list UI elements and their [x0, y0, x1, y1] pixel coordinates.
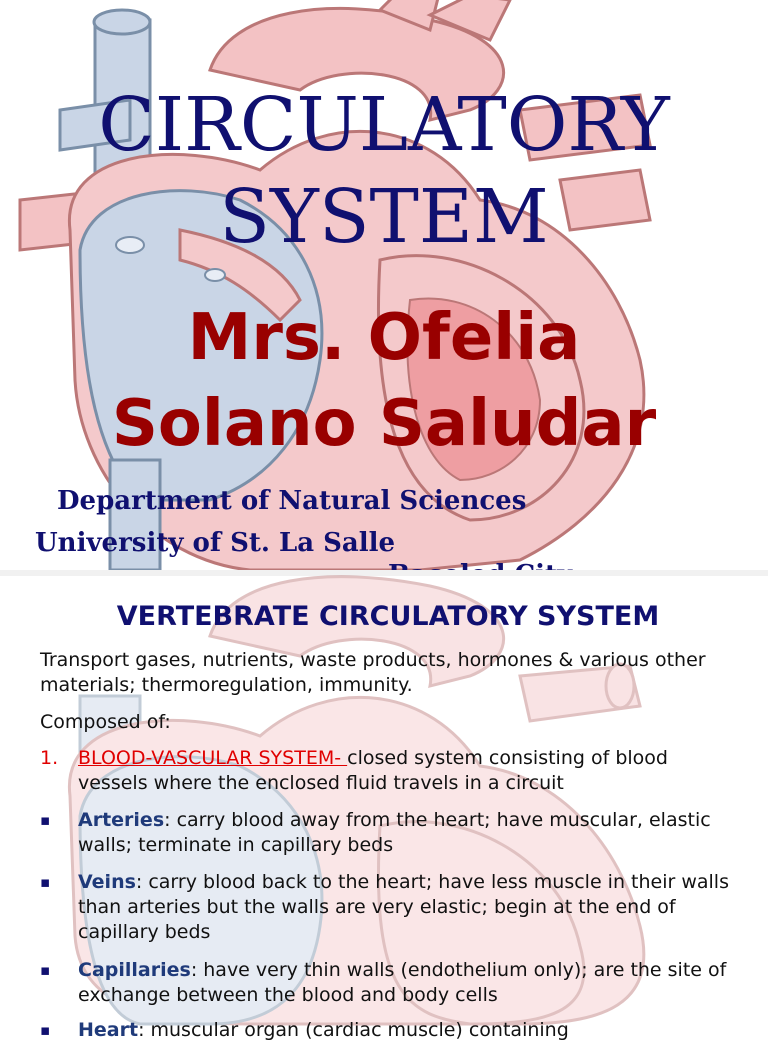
bullet-term: Veins	[78, 871, 136, 893]
item-number: 1.	[40, 747, 59, 769]
university-text: University of St. La Salle	[35, 528, 396, 558]
square-bullet-icon: ▪	[40, 873, 51, 891]
list-item-arteries	[40, 808, 735, 858]
list-item-veins	[40, 870, 735, 945]
author-line-1: Mrs. Ofelia	[187, 301, 581, 375]
bullet-term: Capillaries	[78, 959, 191, 981]
bullet-text: : muscular organ (cardiac muscle) containing	[138, 1019, 569, 1041]
list-item-capillaries	[40, 958, 735, 1008]
bullet-term: Heart	[78, 1019, 139, 1041]
title-line-2: SYSTEM	[219, 174, 549, 260]
bullet-term: Arteries	[78, 809, 165, 831]
title-line-1: CIRCULATORY	[98, 82, 670, 168]
bullet-text: : carry blood back to the heart; have less muscle in their walls than arteries but the walls are very elastic; begin at the end of capillary beds	[78, 871, 729, 943]
item-term: BLOOD-VASCULAR SYSTEM-	[78, 747, 348, 769]
slide-title: VERTEBRATE CIRCULATORY SYSTEM	[116, 601, 660, 632]
list-item-blood-vascular	[40, 746, 735, 796]
author-line-2: Solano Saludar	[111, 387, 657, 461]
bullet-text: : have very thin walls (endothelium only); are the site of exchange between the blood and body cells	[78, 959, 727, 1006]
square-bullet-icon: ▪	[40, 1021, 51, 1039]
item-text: closed system consisting of blood vessels where the enclosed fluid travels in a circuit	[78, 747, 668, 794]
bullet-text: : carry blood away from the heart; have muscular, elastic walls; terminate in capillary beds	[78, 809, 711, 856]
list-item-heart	[40, 1018, 735, 1043]
content-slide	[0, 576, 768, 1041]
department-text: Department of Natural Sciences	[57, 486, 527, 516]
square-bullet-icon: ▪	[40, 961, 51, 979]
intro-paragraph: Transport gases, nutrients, waste products, hormones & various other materials; thermoregulation, immunity.	[40, 649, 706, 696]
heart-illustration-faded	[0, 576, 768, 1024]
square-bullet-icon: ▪	[40, 811, 51, 829]
composed-of-label: Composed of:	[40, 711, 171, 733]
